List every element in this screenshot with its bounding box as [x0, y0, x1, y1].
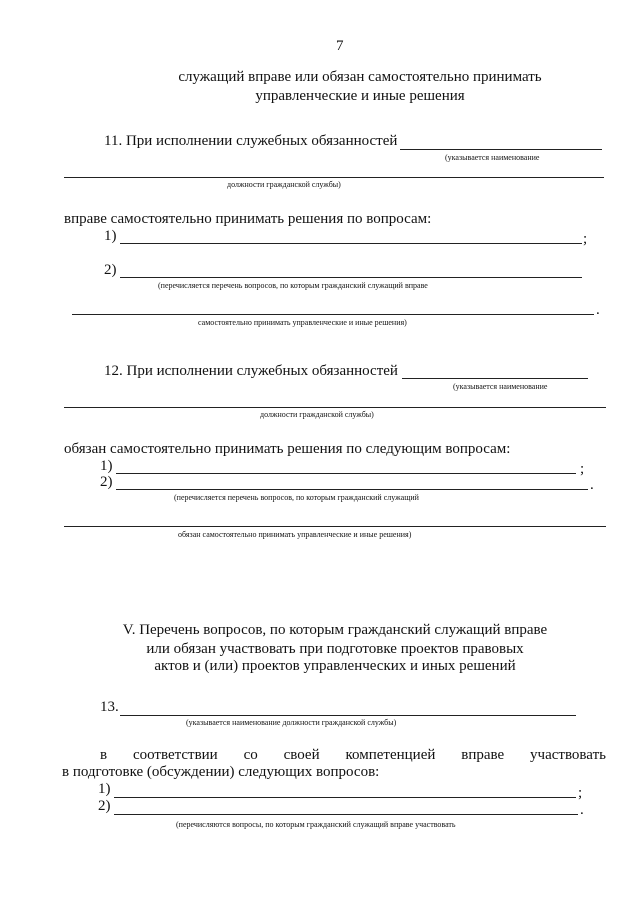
section-5-line-2: или обязан участвовать при подготовке проектов правовых — [146, 641, 524, 657]
item-12-position-line[interactable] — [402, 378, 588, 379]
item-13-word-4: своей — [283, 747, 320, 763]
item-12-hint-4: обязан самостоятельно принимать управленческие и иные решения) — [178, 530, 412, 539]
item-12-semicolon: ; — [580, 461, 585, 477]
item-11-period: . — [596, 302, 600, 318]
item-11-hint-4: самостоятельно принимать управленческие и иные решения) — [198, 318, 407, 327]
item-12-question-2-line[interactable] — [116, 489, 588, 490]
item-12-intro: обязан самостоятельно принимать решения по следующим вопросам: — [64, 441, 511, 457]
item-13-word-2: соответствии — [132, 747, 218, 763]
item-11-question-2-line[interactable] — [120, 277, 582, 278]
heading-line-1: служащий вправе или обязан самостоятельно принимать — [178, 69, 542, 85]
item-13-word-1: в — [100, 747, 108, 763]
item-12-period: . — [590, 477, 594, 493]
item-13-hint-2: (перечисляются вопросы, по которым гражданский служащий вправе участвовать — [176, 820, 456, 829]
item-11-semicolon: ; — [583, 231, 588, 247]
item-11-num-1: 1) — [104, 228, 117, 244]
item-11-num-2: 2) — [104, 262, 117, 278]
item-13-question-1-line[interactable] — [114, 797, 576, 798]
item-13-hint-1: (указывается наименование должности гражданской службы) — [186, 718, 397, 727]
item-11-position-line[interactable] — [400, 149, 602, 150]
item-11-hint-3: (перечисляется перечень вопросов, по которым гражданский служащий вправе — [158, 281, 428, 290]
page-number: 7 — [336, 38, 344, 54]
item-13-word-3: со — [243, 747, 258, 763]
item-11-hint-2: должности гражданской службы) — [227, 180, 341, 189]
item-11-position-line-2[interactable] — [64, 177, 604, 178]
item-11-question-2-line-b[interactable] — [72, 314, 594, 315]
item-13-num-1: 1) — [98, 781, 111, 797]
item-11-question-1-line[interactable] — [120, 243, 582, 244]
section-5-line-3: актов и (или) проектов управленческих и иных решений — [154, 658, 516, 674]
item-12-hint-1: (указывается наименование — [453, 382, 548, 391]
item-13-question-2-line[interactable] — [114, 814, 578, 815]
item-12-question-1-line[interactable] — [116, 473, 576, 474]
item-13-word-5: компетенцией — [345, 747, 436, 763]
item-13-semicolon: ; — [578, 785, 583, 801]
item-11-label: 11. При исполнении служебных обязанностей — [104, 133, 398, 149]
item-12-question-2-line-b[interactable] — [64, 526, 606, 527]
item-13-num-2: 2) — [98, 798, 111, 814]
item-13-label: 13. — [100, 699, 119, 715]
item-12-position-line-2[interactable] — [64, 407, 606, 408]
item-13-position-line[interactable] — [120, 715, 576, 716]
item-11-hint-1: (указывается наименование — [445, 153, 540, 162]
item-12-hint-3: (перечисляется перечень вопросов, по которым гражданский служащий — [174, 493, 419, 502]
item-12-label: 12. При исполнении служебных обязанностей — [104, 363, 398, 379]
item-13-justified-line — [100, 747, 606, 764]
item-13-word-7: участвовать — [530, 747, 606, 763]
item-12-hint-2: должности гражданской службы) — [260, 410, 374, 419]
item-12-num-2: 2) — [100, 474, 113, 490]
item-13-line-2: в подготовке (обсуждении) следующих вопросов: — [62, 764, 380, 780]
item-13-period: . — [580, 802, 584, 818]
item-12-num-1: 1) — [100, 458, 113, 474]
item-11-intro: вправе самостоятельно принимать решения по вопросам: — [64, 211, 432, 227]
section-5-line-1: V. Перечень вопросов, по которым гражданский служащий вправе — [122, 622, 548, 638]
item-13-word-6: вправе — [461, 747, 505, 763]
heading-line-2: управленческие и иные решения — [255, 88, 465, 104]
